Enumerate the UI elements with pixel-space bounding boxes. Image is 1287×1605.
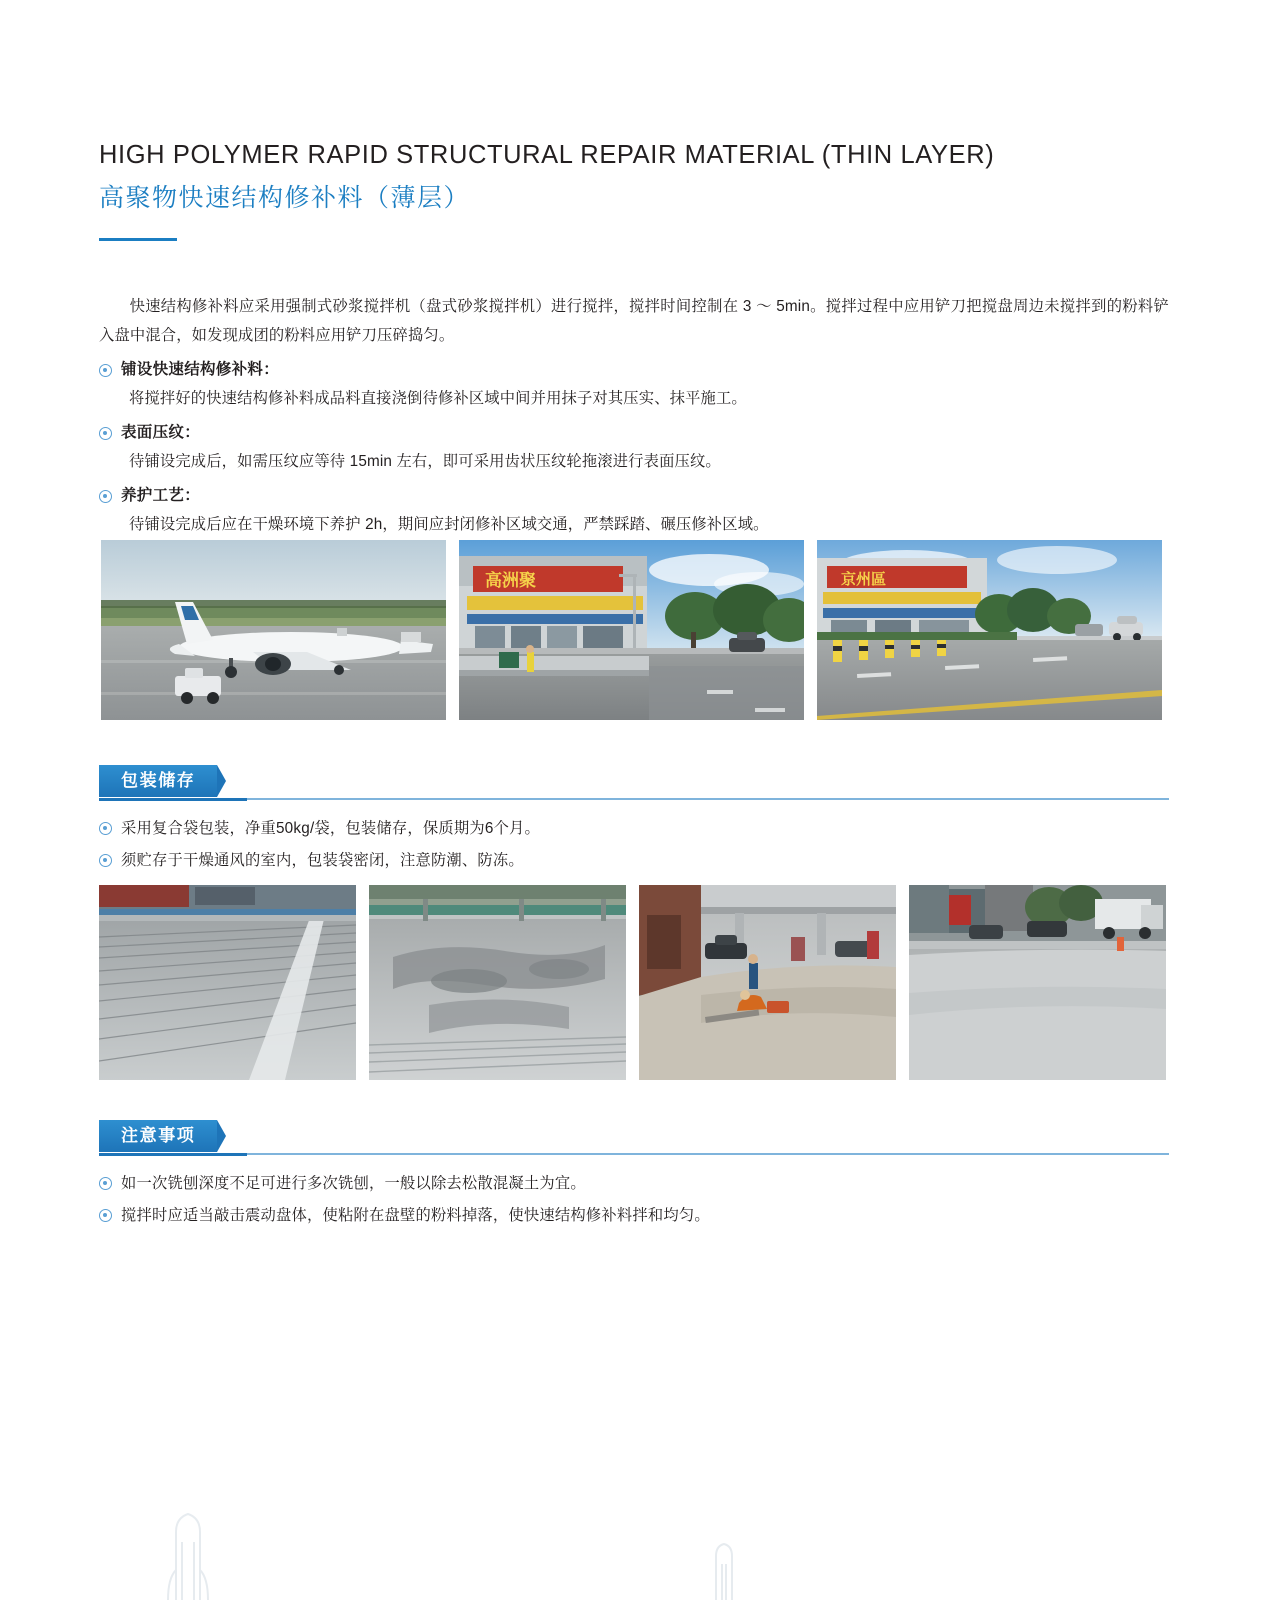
footer-watermark xyxy=(0,1490,1287,1600)
step-2-detail: 待铺设完成后，如需压纹应等待 15min 左右，即可采用齿状压纹轮拖滚进行表面压纹。 xyxy=(129,453,721,470)
step-2-heading xyxy=(99,419,1169,447)
photo-textured-pavement xyxy=(99,885,356,1080)
list-item xyxy=(99,1170,1169,1197)
footer-watermark-graphic xyxy=(0,1490,1287,1600)
section-underline xyxy=(99,1153,1169,1155)
intro-content xyxy=(99,292,1169,541)
photo-road-cones xyxy=(817,540,1162,720)
ring-bullet-icon xyxy=(99,1209,112,1222)
step-1-label: 铺设快速结构修补料： xyxy=(121,361,280,378)
photo-finished-pavement xyxy=(909,885,1166,1080)
photo-gas-station-repair-image xyxy=(639,885,896,1080)
list-item-text: 搅拌时应适当敲击震动盘体，使粘附在盘壁的粉料掉落，使快速结构修补料拌和均匀。 xyxy=(121,1207,710,1224)
step-1-heading xyxy=(99,356,1169,384)
photo-road-cones-image xyxy=(817,540,1162,720)
step-3-detail: 待铺设完成后应在干燥环境下养护 2h，期间应封闭修补区域交通，严禁踩踏、碾压修补区域。 xyxy=(129,516,769,533)
ring-bullet-icon xyxy=(99,490,112,503)
list-item xyxy=(99,1202,1169,1229)
step-3-heading xyxy=(99,482,1169,510)
photo-gas-station-repair xyxy=(639,885,896,1080)
section-notes-items xyxy=(99,1170,1169,1229)
list-item-text: 采用复合袋包装，净重50kg/袋，包装储存，保质期为6个月。 xyxy=(121,820,541,837)
photo-airport-runway-image xyxy=(101,540,446,720)
step-3-label: 养护工艺： xyxy=(121,487,201,504)
list-item-text: 如一次铣刨深度不足可进行多次铣刨，一般以除去松散混凝土为宜。 xyxy=(121,1175,586,1192)
svg-text:高洲聚: 高洲聚 xyxy=(485,571,536,591)
section-underline-accent xyxy=(99,798,247,801)
step-1-detail: 将搅拌好的快速结构修补料成品料直接浇倒待修补区域中间并用抹子对其压实、抹平施工。 xyxy=(129,390,747,407)
photo-airport-runway xyxy=(101,540,446,720)
step-2-label: 表面压纹： xyxy=(121,424,201,441)
section-packaging-items xyxy=(99,815,1169,874)
gallery-top xyxy=(101,540,1162,720)
photo-finished-pavement-image xyxy=(909,885,1166,1080)
ring-bullet-icon xyxy=(99,854,112,867)
section-underline-accent xyxy=(99,1153,247,1156)
photo-damaged-road xyxy=(369,885,626,1080)
list-item-text: 须贮存于干燥通风的室内，包装袋密闭，注意防潮、防冻。 xyxy=(121,852,524,869)
page-title-en: HIGH POLYMER RAPID STRUCTURAL REPAIR MATERIAL (THIN LAYER) xyxy=(99,141,995,169)
title-divider xyxy=(99,238,177,241)
intro-paragraph: 快速结构修补料应采用强制式砂浆搅拌机（盘式砂浆搅拌机）进行搅拌，搅拌时间控制在 3 ～ 5min。搅拌过程中应用铲刀把搅盘周边未搅拌到的粉料铲入盘中混合，如发现成团的粉料应用铲刀压碎捣匀。 xyxy=(99,298,1169,344)
page-header xyxy=(99,140,1169,241)
photo-damaged-road-image xyxy=(369,885,626,1080)
section-packaging-bar xyxy=(99,765,1169,797)
photo-textured-pavement-image xyxy=(99,885,356,1080)
ring-bullet-icon xyxy=(99,822,112,835)
photo-street-shops-image xyxy=(459,540,804,720)
section-packaging-heading: 包装储存 xyxy=(99,765,217,797)
section-underline xyxy=(99,798,1169,800)
section-notes-heading: 注意事项 xyxy=(99,1120,217,1152)
page-title-cn: 高聚物快速结构修补料（薄层） xyxy=(99,183,471,212)
section-notes xyxy=(99,1120,1169,1234)
list-item xyxy=(99,815,1169,842)
list-item xyxy=(99,847,1169,874)
photo-street-shops xyxy=(459,540,804,720)
section-notes-bar xyxy=(99,1120,1169,1152)
ring-bullet-icon xyxy=(99,1177,112,1190)
ring-bullet-icon xyxy=(99,427,112,440)
svg-text:京州區: 京州區 xyxy=(841,570,887,588)
ring-bullet-icon xyxy=(99,364,112,377)
gallery-bottom xyxy=(99,885,1166,1080)
section-packaging xyxy=(99,765,1169,879)
